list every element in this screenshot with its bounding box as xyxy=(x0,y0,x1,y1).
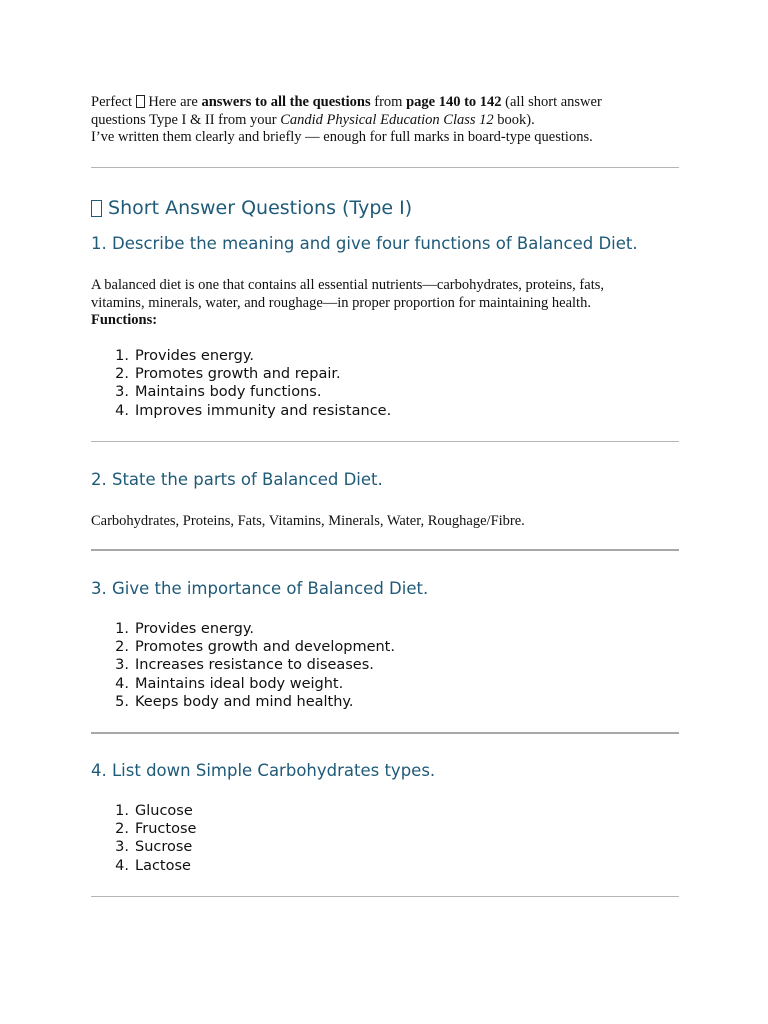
list-item-number: 3. xyxy=(115,839,129,856)
question-4-heading: 4. List down Simple Carbohydrates types. xyxy=(91,761,436,780)
question-1-functions-list xyxy=(91,347,391,420)
list-item-number: 3. xyxy=(115,384,129,401)
list-item-text: Promotes growth and development. xyxy=(135,639,395,656)
list-item xyxy=(91,802,196,820)
intro-book-end: book). xyxy=(497,111,535,128)
intro-perfect: Perfect xyxy=(91,94,133,110)
intro-from: from xyxy=(374,94,403,110)
list-item-text: Fructose xyxy=(135,821,197,838)
list-item xyxy=(91,620,395,638)
list-item-text: Maintains body functions. xyxy=(135,384,322,401)
intro-answers-bold: answers to all the questions xyxy=(201,94,371,110)
question-1-answer-line-2: vitamins, minerals, water, and roughage—in proper proportion for maintaining health. xyxy=(91,294,591,311)
list-item xyxy=(91,365,391,383)
intro-here-are: Here are xyxy=(148,94,198,110)
question-1-answer xyxy=(91,277,679,330)
list-item-text: Glucose xyxy=(135,803,193,819)
list-item-text: Keeps body and mind healthy. xyxy=(135,693,354,710)
question-2-answer-text: Carbohydrates, Proteins, Fats, Vitamins, Minerals, Water, Roughage/Fibre. xyxy=(91,513,525,529)
question-3-importance-list xyxy=(91,620,395,711)
list-item xyxy=(91,675,395,693)
list-item-number: 4. xyxy=(115,402,129,419)
divider xyxy=(91,167,679,168)
question-2-heading: 2. State the parts of Balanced Diet. xyxy=(91,470,383,489)
list-item xyxy=(91,383,391,401)
divider xyxy=(91,441,679,442)
question-2-answer xyxy=(91,513,679,531)
list-item-number: 4. xyxy=(115,857,129,874)
intro-all-short: (all short answer xyxy=(505,94,602,110)
list-item-number: 2. xyxy=(115,639,129,656)
list-item-number: 2. xyxy=(115,821,129,838)
question-4-carbohydrates-list xyxy=(91,802,196,875)
list-item xyxy=(91,347,391,365)
list-item-text: Maintains ideal body weight. xyxy=(135,675,344,692)
list-item-text: Promotes growth and repair. xyxy=(135,366,341,383)
list-item-text: Provides energy. xyxy=(135,621,254,637)
list-item-number: 3. xyxy=(115,657,129,674)
divider xyxy=(91,549,679,551)
list-item-text: Increases resistance to diseases. xyxy=(135,657,374,674)
list-item-text: Sucrose xyxy=(135,839,193,856)
section-heading xyxy=(91,196,412,220)
list-item xyxy=(91,820,196,838)
functions-label: Functions: xyxy=(91,312,158,328)
list-item-number: 5. xyxy=(115,693,129,710)
intro-line-2 xyxy=(91,112,679,130)
intro-book-title: Candid Physical Education Class 12 xyxy=(280,111,494,128)
missing-emoji-icon xyxy=(136,95,145,108)
intro-line-1 xyxy=(91,94,679,112)
intro-paragraph xyxy=(91,94,679,147)
intro-pages-bold: page 140 to 142 xyxy=(406,94,502,110)
list-item xyxy=(91,857,196,875)
list-item-number: 4. xyxy=(115,675,129,692)
divider xyxy=(91,732,679,734)
list-item-text: Lactose xyxy=(135,857,191,874)
question-1-heading: 1. Describe the meaning and give four functions of Balanced Diet. xyxy=(91,234,638,253)
list-item-number: 2. xyxy=(115,366,129,383)
intro-line2-start: questions Type I & II from your xyxy=(91,111,277,128)
list-item-number: 1. xyxy=(115,621,129,637)
list-item-text: Provides energy. xyxy=(135,348,254,364)
list-item xyxy=(91,656,395,674)
question-1-answer-line-1: A balanced diet is one that contains all essential nutrients—carbohydrates, proteins, fats, xyxy=(91,277,604,293)
list-item xyxy=(91,402,391,420)
list-item-number: 1. xyxy=(115,803,129,819)
question-3-heading: 3. Give the importance of Balanced Diet. xyxy=(91,579,429,598)
missing-emoji-icon xyxy=(91,200,102,217)
intro-line-3: I’ve written them clearly and briefly — enough for full marks in board-type questions. xyxy=(91,129,593,145)
list-item-number: 1. xyxy=(115,348,129,364)
list-item-text: Improves immunity and resistance. xyxy=(135,402,392,419)
section-title: Short Answer Questions (Type I) xyxy=(108,197,413,219)
list-item xyxy=(91,693,395,711)
divider xyxy=(91,896,679,897)
list-item xyxy=(91,838,196,856)
list-item xyxy=(91,638,395,656)
